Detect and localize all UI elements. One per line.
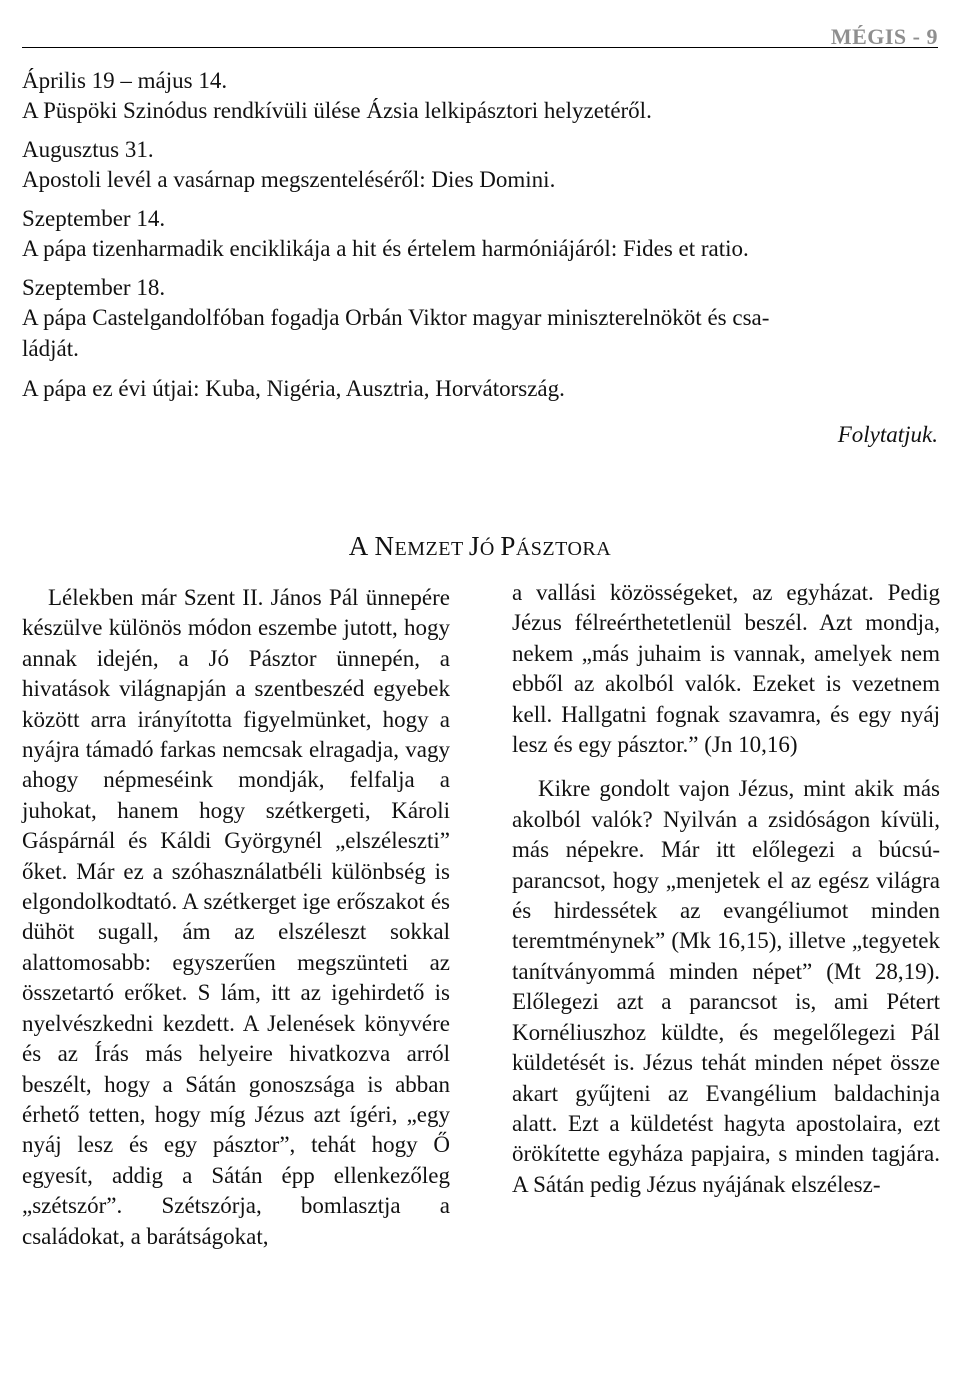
title-part: ÁSZTORA — [515, 538, 612, 560]
entry-text: Apostoli levél a vasárnap megszenteléséről: Dies Domini. — [22, 167, 556, 192]
title-part: J — [468, 531, 480, 561]
article-left-column — [22, 583, 450, 1252]
title-part: P — [500, 531, 516, 561]
article-paragraph: Lélekben már Szent II. János Pál ünnepére készülve különös módon eszembe jutott, hogy annak idején, a Jó Pásztor ünnepén, a hivatások világnapján a szentbeszéd egyebek között arra irányította figyelmünket, hogy a nyájra támadó farkas nemcsak elragadja, vagy ahogy népmeséink mondják, felfalja a juhokat, hanem hogy szétkergeti, Károli Gáspárnál és Káldi Györgynél „elszéleszti” őket. Már ez a szóhasználatbéli különbség is elgondolkodtató. A szétkerget ige erőszakot és dühöt sugall, ám az elszéleszt sokkal alattomosabb: egyszerűen megszünteti az összetartó erőket. S lám, itt az igehirdető is nyelvészkedni kezdett. A Jelenések könyvére és az Írás más helyeire hivatkozva arról beszélt, hogy a Sátán gonoszsága is abban érhető tetten, hogy míg Jézus azt ígéri, „egy nyáj lesz és egy pásztor”, tehát hogy Ő egyesít, addig a Sátán épp ellenkezőleg „szétszór”. Szétszórja, bomlasztja a családokat, a barátságokat, — [22, 585, 450, 1249]
title-part: EMZET — [394, 538, 469, 560]
entry-text: A Püspöki Szinódus rendkívüli ülése Ázsia lelkipásztori helyzetéről. — [22, 98, 652, 123]
chronicle-entry — [22, 66, 938, 126]
to-be-continued: Folytatjuk. — [837, 422, 938, 447]
title-part: N — [374, 531, 395, 561]
entry-date: Augusztus 31. — [22, 137, 154, 162]
article-paragraph: Kikre gondolt vajon Jézus, mint akik más akolból valók? Nyilván a zsidóságon kívüli, más népekre. Már itt előlegezi a búcsú-parancsot, hogy „menjetek el az egész világra és hirdessétek az evangéliumot minden teremtménynek” (Mk 16,15), illetve „tegyetek tanítványommá minden népet” (Mt 28,19). Előlegezi azt a parancsot is, ami Pétert Kornéliuszhoz küldte, és megelőlegezi Pál küldetését is. Jézus tehát minden népet össze akart gyűjteni az Evangélium baldachinja alatt. Ezt a küldetést hagyta apostolaira, ezt örökítette egyháza papjaira, s minden tagjára. A Sátán pedig Jézus nyájának elszélesz- — [512, 776, 940, 1197]
article-title — [0, 531, 960, 562]
chronicle-entry — [22, 204, 938, 264]
entry-text: A pápa tizenharmadik enciklikája a hit és értelem harmóniájáról: Fides et ratio. — [22, 236, 749, 261]
chronicle-entry — [22, 273, 938, 364]
chronicle-section — [22, 66, 938, 450]
entry-date: Április 19 – május 14. — [22, 68, 228, 93]
running-head: MÉGIS - 9 — [830, 24, 938, 49]
entry-date: Szeptember 14. — [22, 206, 166, 231]
article-paragraph: a vallási közösségeket, az egyházat. Pedig Jézus félreérthetetlenül beszél. Azt mondja, nekem „más juhaim is vannak, amelyek nem ebből az akolból valók. Ezeket is vezetnem kell. Hallgatni fognak szavamra, és egy nyáj lesz és egy pásztor.” (Jn 10,16) — [512, 580, 940, 758]
title-part: A — [348, 531, 375, 561]
article-right-column — [512, 578, 940, 1200]
title-part: Ó — [479, 538, 501, 560]
chronicle-entry — [22, 135, 938, 195]
entry-text: A pápa Castelgandolfóban fogadja Orbán Viktor magyar miniszterelnököt és csa- — [22, 305, 770, 330]
entry-text-continued: ládját. — [22, 336, 79, 361]
header-rule — [22, 47, 938, 48]
entry-date: Szeptember 18. — [22, 275, 166, 300]
papal-trips-note: A pápa ez évi útjai: Kuba, Nigéria, Ausztria, Horvátország. — [22, 376, 565, 401]
